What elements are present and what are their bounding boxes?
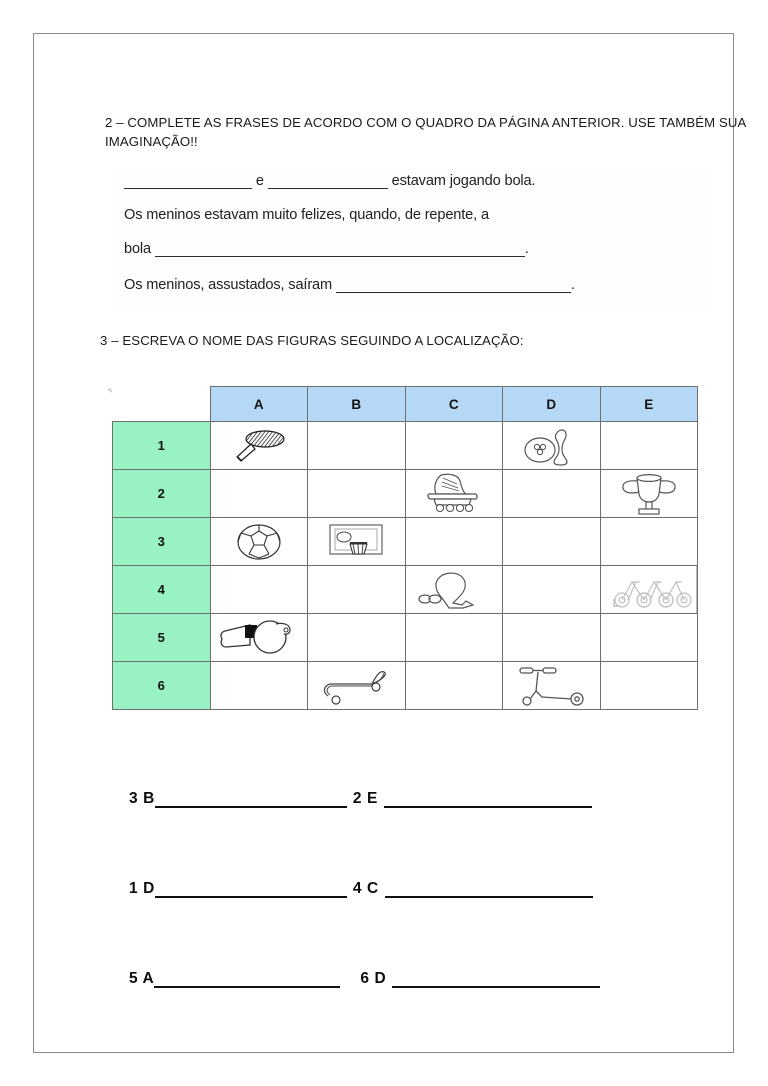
basketball-hoop-icon — [322, 520, 390, 564]
sentence-3-before: bola — [124, 241, 155, 257]
grid-cell-a2[interactable] — [210, 470, 308, 518]
grid-column-header-d: D — [503, 387, 601, 422]
answer-row — [129, 962, 709, 988]
location-grid — [112, 386, 698, 704]
answer-item — [129, 791, 347, 809]
grid-cell-e1[interactable] — [600, 422, 698, 470]
answer-item — [129, 881, 347, 899]
grid-cell-b5[interactable] — [308, 614, 406, 662]
grid-cell-d1[interactable] — [503, 422, 601, 470]
grid-column-header-b: B — [308, 387, 406, 422]
grid-cell-c6[interactable] — [405, 662, 503, 710]
grid-row — [113, 470, 698, 518]
grid-row-header-6: 6 — [113, 662, 211, 710]
sentence-1-middle: e — [252, 173, 268, 189]
bowling-ball-and-pin-icon — [521, 425, 581, 467]
answer-row — [129, 782, 709, 808]
grid-column-header-a: A — [210, 387, 308, 422]
grid-cell-d4[interactable] — [503, 566, 601, 614]
grid-cell-a4[interactable] — [210, 566, 308, 614]
grid-row-header-1: 1 — [113, 422, 211, 470]
grid-cell-c3[interactable] — [405, 518, 503, 566]
sentence-1-after: estavam jogando bola. — [387, 173, 536, 189]
grid-column-header-e: E — [600, 387, 698, 422]
grid-cell-b4[interactable] — [308, 566, 406, 614]
grid-corner-cell — [113, 387, 211, 422]
sentence-4-after: . — [570, 277, 575, 293]
fill-in-the-blank-sentences — [112, 167, 708, 310]
answer-code: 1 D — [129, 879, 155, 897]
inline-skate-icon — [419, 471, 489, 517]
grid-cell-d3[interactable] — [503, 518, 601, 566]
answer-write-line[interactable] — [384, 791, 592, 808]
grid-column-header-c: C — [405, 387, 503, 422]
sentence-line-3 — [124, 241, 529, 257]
answer-blank[interactable] — [155, 243, 525, 257]
answer-row — [129, 872, 709, 898]
grid-cell-b3[interactable] — [308, 518, 406, 566]
answer-blank[interactable] — [268, 175, 388, 189]
grid-cell-c2[interactable] — [405, 470, 503, 518]
kick-scooter-icon — [506, 663, 596, 709]
grid-cell-a1[interactable] — [210, 422, 308, 470]
sentence-line-4 — [124, 277, 575, 293]
grid-cell-c4[interactable] — [405, 566, 503, 614]
grid-cell-c5[interactable] — [405, 614, 503, 662]
grid-cell-a3[interactable] — [210, 518, 308, 566]
sentence-line-2: Os meninos estavam muito felizes, quando, de repente, a — [124, 207, 489, 223]
answer-item — [347, 881, 593, 899]
answer-item — [347, 791, 592, 809]
grid-cell-a5[interactable] — [210, 614, 308, 662]
grid-cell-d6[interactable] — [503, 662, 601, 710]
grid-row-header-5: 5 — [113, 614, 211, 662]
grid-cell-d5[interactable] — [503, 614, 601, 662]
sentence-line-1 — [124, 173, 535, 189]
scan-artifact-speck: ᵃ˕ — [108, 386, 112, 395]
answer-write-line[interactable] — [154, 971, 340, 988]
answer-item — [129, 971, 340, 989]
grid-row — [113, 662, 698, 710]
grid-cell-c1[interactable] — [405, 422, 503, 470]
answer-blank[interactable] — [336, 279, 571, 293]
grid-cell-e4[interactable] — [600, 566, 698, 614]
answer-write-line[interactable] — [155, 791, 347, 808]
bicycles-icon — [606, 569, 692, 611]
grid-cell-b1[interactable] — [308, 422, 406, 470]
exercise-3-instruction: 3 – ESCREVA O NOME DAS FIGURAS SEGUINDO A LOCALIZAÇÃO: — [100, 333, 524, 348]
answer-write-line[interactable] — [155, 881, 347, 898]
trophy-icon — [614, 472, 684, 516]
grid-cell-e6[interactable] — [600, 662, 698, 710]
answer-write-line[interactable] — [385, 881, 593, 898]
answer-write-line[interactable] — [392, 971, 600, 988]
grid-cell-b6[interactable] — [308, 662, 406, 710]
grid-header-row — [113, 387, 698, 422]
answer-blank[interactable] — [124, 175, 252, 189]
skateboard-icon — [316, 664, 396, 708]
answer-code: 5 A — [129, 969, 155, 987]
exercise-2-instruction: 2 – COMPLETE AS FRASES DE ACORDO COM O QUADRO DA PÁGINA ANTERIOR. USE TAMBÉM SUA IMAGINAÇÃO!! — [105, 115, 746, 149]
answer-code: 3 B — [129, 789, 155, 807]
grid-cell-e3[interactable] — [600, 518, 698, 566]
grid-row-header-4: 4 — [113, 566, 211, 614]
ping-pong-paddle-icon — [227, 426, 291, 466]
sentence-4-before: Os meninos, assustados, saíram — [124, 277, 336, 293]
grid-row — [113, 566, 698, 614]
answer-code: 2 E — [352, 789, 378, 807]
answer-code: 4 C — [352, 879, 379, 897]
grid-cell-e5[interactable] — [600, 614, 698, 662]
location-grid-table — [112, 386, 698, 710]
answer-item — [354, 971, 600, 989]
answer-code: 6 D — [360, 969, 387, 987]
sentence-3-after: . — [524, 241, 529, 257]
swim-fin-and-goggles-icon — [416, 568, 492, 612]
grid-row-header-3: 3 — [113, 518, 211, 566]
grid-row-header-2: 2 — [113, 470, 211, 518]
grid-cell-b2[interactable] — [308, 470, 406, 518]
grid-row — [113, 518, 698, 566]
grid-cell-d2[interactable] — [503, 470, 601, 518]
page-frame — [33, 33, 746, 1053]
soccer-ball-icon — [233, 520, 285, 564]
grid-row — [113, 614, 698, 662]
whistle-icon — [216, 617, 302, 659]
grid-row — [113, 422, 698, 470]
grid-cell-e2[interactable] — [600, 470, 698, 518]
grid-cell-a6[interactable] — [210, 662, 308, 710]
